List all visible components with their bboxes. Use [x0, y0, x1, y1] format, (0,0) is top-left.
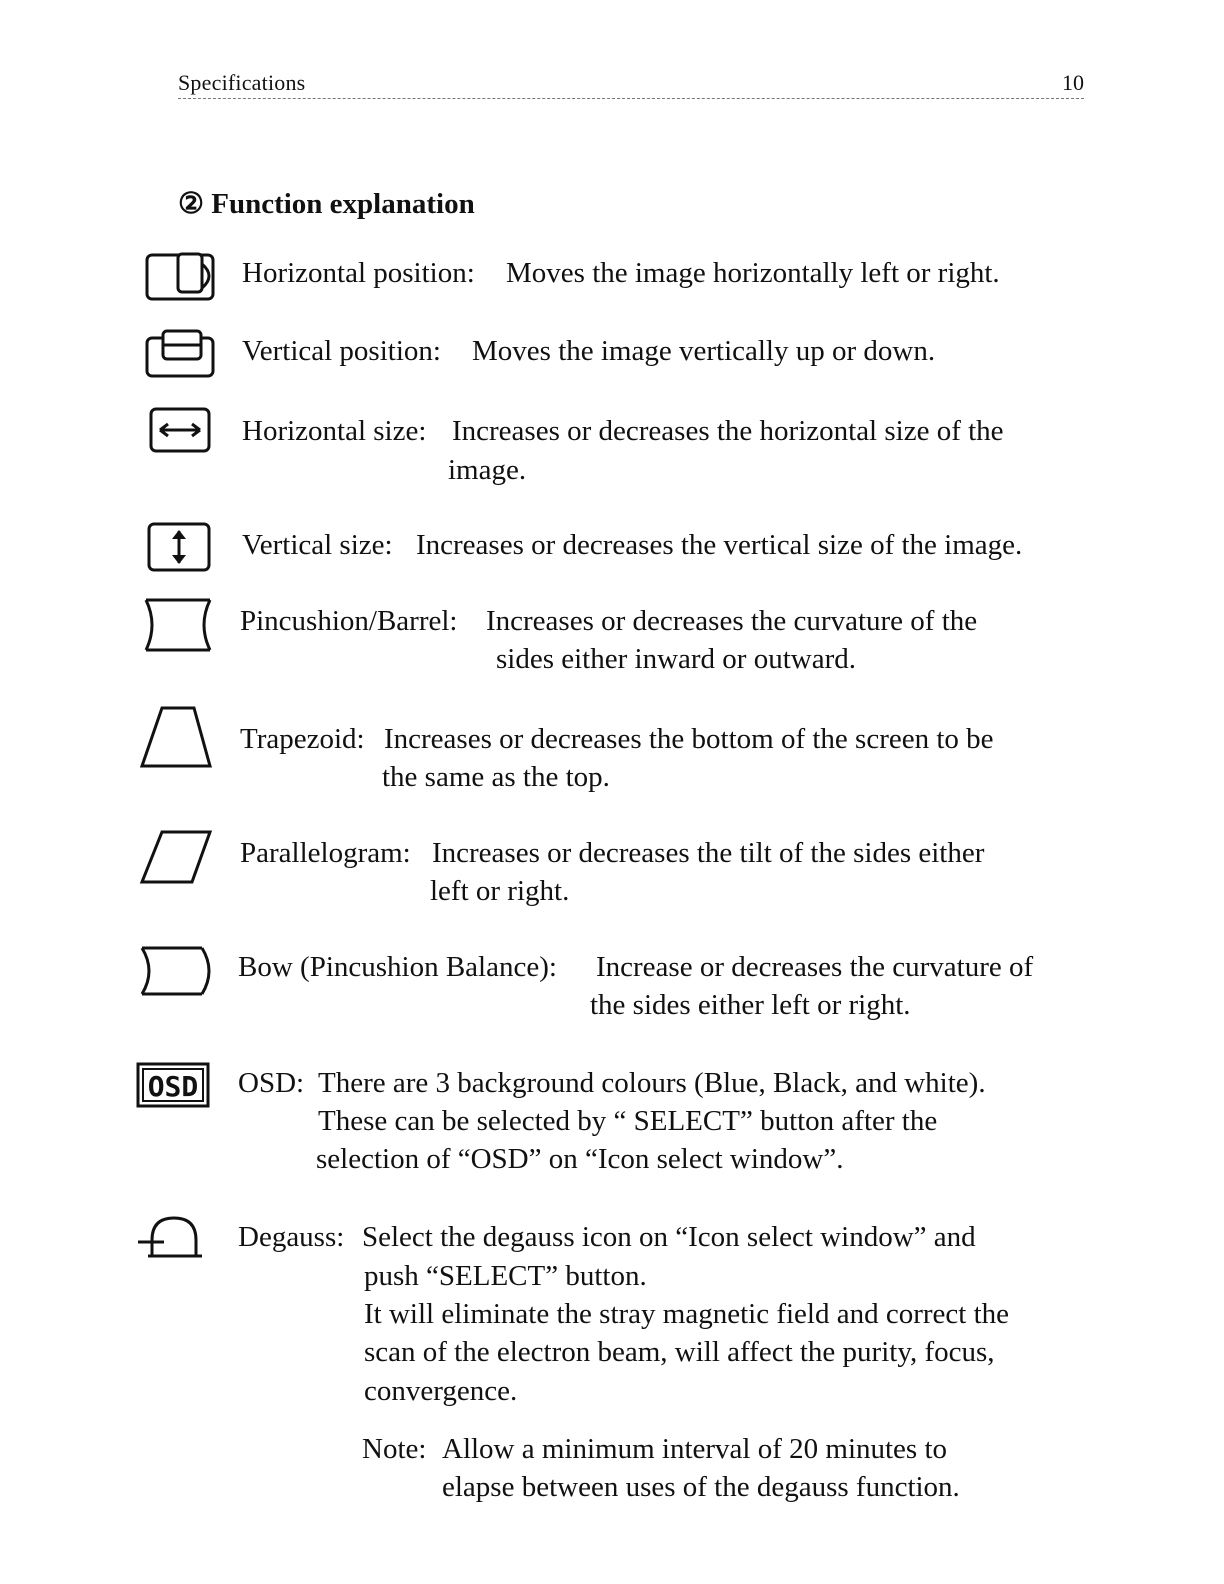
bow-icon — [136, 940, 220, 1000]
note-label: Note: — [362, 1433, 427, 1465]
page-header — [178, 70, 1088, 100]
entry-line: convergence. — [364, 1375, 518, 1407]
note-line: elapse between uses of the degauss function. — [442, 1471, 960, 1503]
entry-line: sides either inward or outward. — [496, 643, 856, 675]
pincushion-barrel-icon — [136, 596, 220, 656]
entry-line: Select the degauss icon on “Icon select window” and — [362, 1221, 976, 1253]
section-title-text: Function explanation — [211, 188, 475, 220]
parallelogram-icon — [136, 826, 220, 886]
entry-line: scan of the electron beam, will affect the purity, focus, — [364, 1336, 995, 1368]
trapezoid-icon — [136, 704, 220, 770]
entry-line: image. — [448, 454, 527, 486]
entry-line: Increases or decreases the curvature of the — [486, 605, 978, 637]
entry-line: Increases or decreases the tilt of the sides either — [432, 837, 985, 869]
entry-line: Moves the image horizontally left or right. — [506, 257, 1000, 289]
header-rule — [178, 98, 1084, 99]
section-title — [178, 186, 475, 221]
note-line: Allow a minimum interval of 20 minutes to — [442, 1433, 948, 1465]
entry-term: Pincushion/Barrel: — [240, 605, 458, 637]
horizontal-size-icon — [136, 406, 220, 458]
entry-term: Horizontal size: — [242, 415, 427, 447]
entry-line: It will eliminate the stray magnetic field and correct the — [364, 1298, 1009, 1330]
header-title: Specifications — [178, 70, 306, 95]
entry-line: Increases or decreases the horizontal size of the — [452, 415, 1004, 447]
entry-line: Moves the image vertically up or down. — [472, 335, 936, 367]
page-number: 10 — [1062, 70, 1084, 95]
entry-line: push “SELECT” button. — [364, 1260, 647, 1292]
vertical-position-icon — [136, 328, 220, 380]
entry-line: These can be selected by “ SELECT” button after the — [318, 1105, 938, 1137]
osd-icon-text: OSD — [147, 1070, 199, 1103]
entry-term: Parallelogram: — [240, 837, 411, 869]
entry-line: selection of “OSD” on “Icon select window”. — [316, 1143, 844, 1175]
entry-term: Vertical position: — [242, 335, 441, 367]
horizontal-position-icon — [136, 252, 220, 304]
entry-term: OSD: — [238, 1067, 305, 1099]
entry-line: left or right. — [430, 875, 570, 907]
entry-term: Horizontal position: — [242, 257, 475, 289]
entry-line: There are 3 background colours (Blue, Black, and white). — [318, 1067, 986, 1099]
entry-term: Degauss: — [238, 1221, 345, 1253]
vertical-size-icon — [136, 522, 220, 574]
osd-icon — [136, 1060, 220, 1112]
entry-line: the same as the top. — [382, 761, 610, 793]
entry-line: Increase or decreases the curvature of — [596, 951, 1034, 983]
entry-line: Increases or decreases the bottom of the screen to be — [384, 723, 994, 755]
entry-term: Vertical size: — [242, 529, 393, 561]
entry-term: Bow (Pincushion Balance): — [238, 951, 557, 983]
entry-term: Trapezoid: — [240, 723, 365, 755]
entry-line: Increases or decreases the vertical size of the image. — [416, 529, 1023, 561]
entry-line: the sides either left or right. — [590, 989, 911, 1021]
section-marker: ② — [178, 188, 204, 220]
degauss-icon — [136, 1212, 220, 1272]
